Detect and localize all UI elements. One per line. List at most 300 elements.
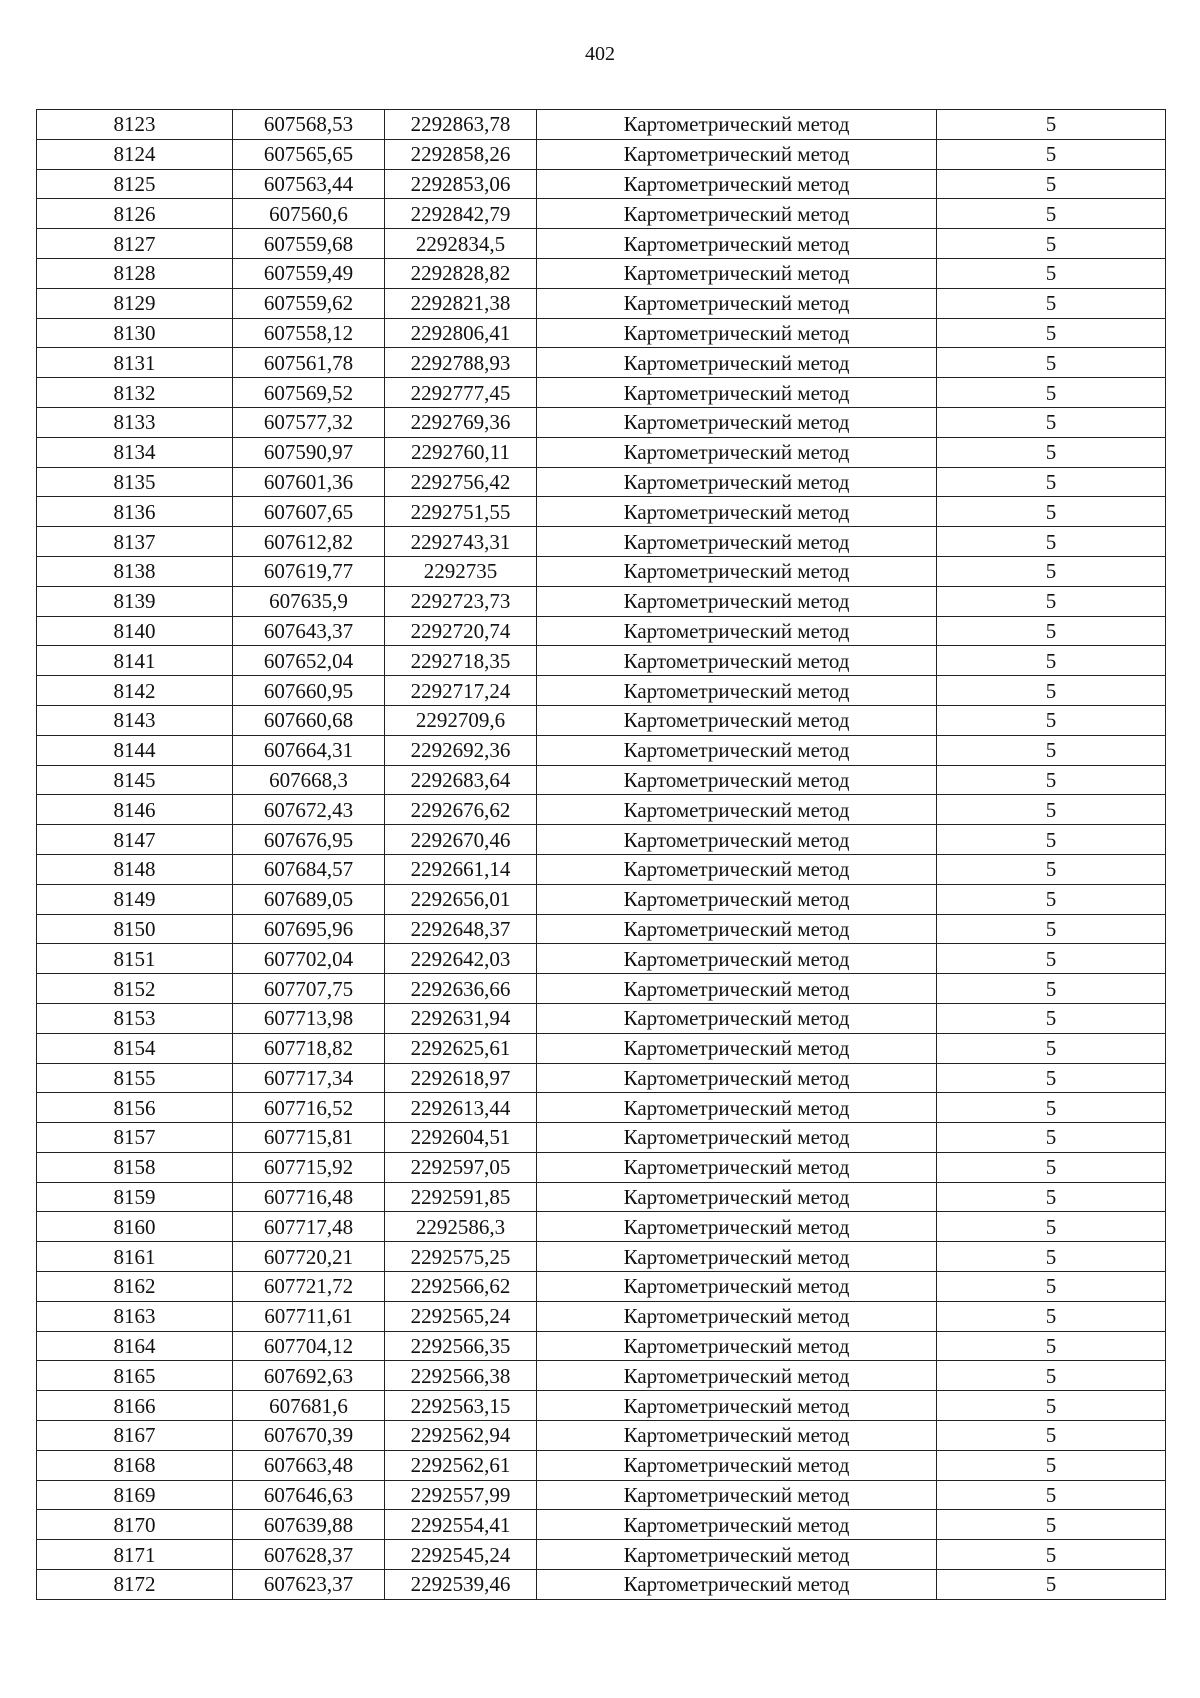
y-coordinate-cell: 2292743,31 (385, 527, 537, 557)
x-coordinate-cell: 607561,78 (233, 348, 385, 378)
y-coordinate-cell: 2292554,41 (385, 1510, 537, 1540)
point-number-cell: 8159 (37, 1182, 233, 1212)
x-coordinate-cell: 607681,6 (233, 1391, 385, 1421)
x-coordinate-cell: 607559,49 (233, 258, 385, 288)
point-number-cell: 8145 (37, 765, 233, 795)
y-coordinate-cell: 2292562,94 (385, 1421, 537, 1451)
x-coordinate-cell: 607652,04 (233, 646, 385, 676)
accuracy-cell: 5 (937, 110, 1166, 140)
method-cell: Картометрический метод (537, 556, 937, 586)
accuracy-cell: 5 (937, 1480, 1166, 1510)
point-number-cell: 8169 (37, 1480, 233, 1510)
x-coordinate-cell: 607715,92 (233, 1152, 385, 1182)
accuracy-cell: 5 (937, 1242, 1166, 1272)
table-row (37, 884, 1166, 914)
accuracy-cell: 5 (937, 556, 1166, 586)
y-coordinate-cell: 2292562,61 (385, 1450, 537, 1480)
y-coordinate-cell: 2292642,03 (385, 944, 537, 974)
method-cell: Картометрический метод (537, 884, 937, 914)
method-cell: Картометрический метод (537, 1063, 937, 1093)
x-coordinate-cell: 607601,36 (233, 467, 385, 497)
method-cell: Картометрический метод (537, 527, 937, 557)
point-number-cell: 8162 (37, 1272, 233, 1302)
y-coordinate-cell: 2292788,93 (385, 348, 537, 378)
point-number-cell: 8129 (37, 288, 233, 318)
y-coordinate-cell: 2292828,82 (385, 258, 537, 288)
table-row (37, 974, 1166, 1004)
x-coordinate-cell: 607635,9 (233, 586, 385, 616)
accuracy-cell: 5 (937, 527, 1166, 557)
accuracy-cell: 5 (937, 1331, 1166, 1361)
table-row (37, 199, 1166, 229)
accuracy-cell: 5 (937, 914, 1166, 944)
method-cell: Картометрический метод (537, 944, 937, 974)
x-coordinate-cell: 607560,6 (233, 199, 385, 229)
point-number-cell: 8125 (37, 169, 233, 199)
y-coordinate-cell: 2292656,01 (385, 884, 537, 914)
x-coordinate-cell: 607590,97 (233, 437, 385, 467)
method-cell: Картометрический метод (537, 825, 937, 855)
method-cell: Картометрический метод (537, 288, 937, 318)
table-row (37, 914, 1166, 944)
y-coordinate-cell: 2292806,41 (385, 318, 537, 348)
y-coordinate-cell: 2292751,55 (385, 497, 537, 527)
x-coordinate-cell: 607623,37 (233, 1570, 385, 1600)
method-cell: Картометрический метод (537, 497, 937, 527)
y-coordinate-cell: 2292858,26 (385, 139, 537, 169)
accuracy-cell: 5 (937, 1152, 1166, 1182)
accuracy-cell: 5 (937, 1123, 1166, 1153)
method-cell: Картометрический метод (537, 1391, 937, 1421)
point-number-cell: 8126 (37, 199, 233, 229)
x-coordinate-cell: 607717,34 (233, 1063, 385, 1093)
accuracy-cell: 5 (937, 229, 1166, 259)
point-number-cell: 8137 (37, 527, 233, 557)
point-number-cell: 8168 (37, 1450, 233, 1480)
y-coordinate-cell: 2292756,42 (385, 467, 537, 497)
point-number-cell: 8141 (37, 646, 233, 676)
table-row (37, 527, 1166, 557)
x-coordinate-cell: 607565,65 (233, 139, 385, 169)
table-row (37, 1391, 1166, 1421)
x-coordinate-cell: 607672,43 (233, 795, 385, 825)
accuracy-cell: 5 (937, 348, 1166, 378)
x-coordinate-cell: 607628,37 (233, 1540, 385, 1570)
point-number-cell: 8128 (37, 258, 233, 288)
x-coordinate-cell: 607664,31 (233, 735, 385, 765)
table-row (37, 378, 1166, 408)
accuracy-cell: 5 (937, 676, 1166, 706)
x-coordinate-cell: 607643,37 (233, 616, 385, 646)
x-coordinate-cell: 607607,65 (233, 497, 385, 527)
table-row (37, 616, 1166, 646)
x-coordinate-cell: 607569,52 (233, 378, 385, 408)
point-number-cell: 8154 (37, 1033, 233, 1063)
x-coordinate-cell: 607702,04 (233, 944, 385, 974)
method-cell: Картометрический метод (537, 795, 937, 825)
accuracy-cell: 5 (937, 1063, 1166, 1093)
x-coordinate-cell: 607639,88 (233, 1510, 385, 1540)
y-coordinate-cell: 2292723,73 (385, 586, 537, 616)
coordinates-table (36, 109, 1166, 1600)
x-coordinate-cell: 607612,82 (233, 527, 385, 557)
x-coordinate-cell: 607559,62 (233, 288, 385, 318)
method-cell: Картометрический метод (537, 199, 937, 229)
y-coordinate-cell: 2292604,51 (385, 1123, 537, 1153)
table-row (37, 169, 1166, 199)
page-number: 402 (585, 43, 615, 65)
point-number-cell: 8160 (37, 1212, 233, 1242)
x-coordinate-cell: 607707,75 (233, 974, 385, 1004)
y-coordinate-cell: 2292539,46 (385, 1570, 537, 1600)
method-cell: Картометрический метод (537, 258, 937, 288)
y-coordinate-cell: 2292853,06 (385, 169, 537, 199)
y-coordinate-cell: 2292720,74 (385, 616, 537, 646)
accuracy-cell: 5 (937, 1033, 1166, 1063)
x-coordinate-cell: 607713,98 (233, 1003, 385, 1033)
accuracy-cell: 5 (937, 1450, 1166, 1480)
table-row (37, 1301, 1166, 1331)
y-coordinate-cell: 2292545,24 (385, 1540, 537, 1570)
method-cell: Картометрический метод (537, 1182, 937, 1212)
table-row (37, 735, 1166, 765)
y-coordinate-cell: 2292670,46 (385, 825, 537, 855)
table-row (37, 1182, 1166, 1212)
y-coordinate-cell: 2292586,3 (385, 1212, 537, 1242)
method-cell: Картометрический метод (537, 676, 937, 706)
x-coordinate-cell: 607660,68 (233, 705, 385, 735)
x-coordinate-cell: 607568,53 (233, 110, 385, 140)
accuracy-cell: 5 (937, 795, 1166, 825)
accuracy-cell: 5 (937, 497, 1166, 527)
method-cell: Картометрический метод (537, 1003, 937, 1033)
point-number-cell: 8161 (37, 1242, 233, 1272)
x-coordinate-cell: 607721,72 (233, 1272, 385, 1302)
accuracy-cell: 5 (937, 1093, 1166, 1123)
table-row (37, 229, 1166, 259)
point-number-cell: 8139 (37, 586, 233, 616)
method-cell: Картометрический метод (537, 1540, 937, 1570)
method-cell: Картометрический метод (537, 318, 937, 348)
accuracy-cell: 5 (937, 139, 1166, 169)
x-coordinate-cell: 607695,96 (233, 914, 385, 944)
point-number-cell: 8156 (37, 1093, 233, 1123)
point-number-cell: 8164 (37, 1331, 233, 1361)
y-coordinate-cell: 2292597,05 (385, 1152, 537, 1182)
y-coordinate-cell: 2292735 (385, 556, 537, 586)
table-row (37, 288, 1166, 318)
table-row (37, 1033, 1166, 1063)
accuracy-cell: 5 (937, 1540, 1166, 1570)
table-row (37, 1510, 1166, 1540)
point-number-cell: 8124 (37, 139, 233, 169)
y-coordinate-cell: 2292565,24 (385, 1301, 537, 1331)
table-row (37, 1570, 1166, 1600)
x-coordinate-cell: 607717,48 (233, 1212, 385, 1242)
accuracy-cell: 5 (937, 1182, 1166, 1212)
y-coordinate-cell: 2292613,44 (385, 1093, 537, 1123)
point-number-cell: 8149 (37, 884, 233, 914)
point-number-cell: 8142 (37, 676, 233, 706)
point-number-cell: 8130 (37, 318, 233, 348)
table-row (37, 110, 1166, 140)
table-row (37, 765, 1166, 795)
table-row (37, 1003, 1166, 1033)
table-row (37, 1093, 1166, 1123)
x-coordinate-cell: 607668,3 (233, 765, 385, 795)
table-row (37, 318, 1166, 348)
method-cell: Картометрический метод (537, 169, 937, 199)
point-number-cell: 8158 (37, 1152, 233, 1182)
method-cell: Картометрический метод (537, 437, 937, 467)
y-coordinate-cell: 2292676,62 (385, 795, 537, 825)
method-cell: Картометрический метод (537, 1301, 937, 1331)
x-coordinate-cell: 607660,95 (233, 676, 385, 706)
y-coordinate-cell: 2292566,35 (385, 1331, 537, 1361)
table-row (37, 556, 1166, 586)
accuracy-cell: 5 (937, 854, 1166, 884)
x-coordinate-cell: 607563,44 (233, 169, 385, 199)
point-number-cell: 8131 (37, 348, 233, 378)
x-coordinate-cell: 607684,57 (233, 854, 385, 884)
x-coordinate-cell: 607663,48 (233, 1450, 385, 1480)
accuracy-cell: 5 (937, 944, 1166, 974)
table-row (37, 1450, 1166, 1480)
method-cell: Картометрический метод (537, 229, 937, 259)
y-coordinate-cell: 2292618,97 (385, 1063, 537, 1093)
y-coordinate-cell: 2292769,36 (385, 407, 537, 437)
y-coordinate-cell: 2292661,14 (385, 854, 537, 884)
point-number-cell: 8155 (37, 1063, 233, 1093)
method-cell: Картометрический метод (537, 1272, 937, 1302)
table-row (37, 1272, 1166, 1302)
point-number-cell: 8167 (37, 1421, 233, 1451)
point-number-cell: 8166 (37, 1391, 233, 1421)
accuracy-cell: 5 (937, 378, 1166, 408)
y-coordinate-cell: 2292566,38 (385, 1361, 537, 1391)
y-coordinate-cell: 2292648,37 (385, 914, 537, 944)
accuracy-cell: 5 (937, 974, 1166, 1004)
table-row (37, 497, 1166, 527)
table-row (37, 1361, 1166, 1391)
accuracy-cell: 5 (937, 884, 1166, 914)
accuracy-cell: 5 (937, 586, 1166, 616)
table-row (37, 1152, 1166, 1182)
method-cell: Картометрический метод (537, 1212, 937, 1242)
method-cell: Картометрический метод (537, 1152, 937, 1182)
accuracy-cell: 5 (937, 1212, 1166, 1242)
accuracy-cell: 5 (937, 288, 1166, 318)
accuracy-cell: 5 (937, 765, 1166, 795)
accuracy-cell: 5 (937, 467, 1166, 497)
y-coordinate-cell: 2292683,64 (385, 765, 537, 795)
x-coordinate-cell: 607715,81 (233, 1123, 385, 1153)
table-row (37, 437, 1166, 467)
accuracy-cell: 5 (937, 616, 1166, 646)
method-cell: Картометрический метод (537, 854, 937, 884)
x-coordinate-cell: 607704,12 (233, 1331, 385, 1361)
method-cell: Картометрический метод (537, 110, 937, 140)
point-number-cell: 8134 (37, 437, 233, 467)
point-number-cell: 8157 (37, 1123, 233, 1153)
point-number-cell: 8153 (37, 1003, 233, 1033)
table-row (37, 944, 1166, 974)
method-cell: Картометрический метод (537, 1242, 937, 1272)
y-coordinate-cell: 2292631,94 (385, 1003, 537, 1033)
method-cell: Картометрический метод (537, 1033, 937, 1063)
table-row (37, 1063, 1166, 1093)
method-cell: Картометрический метод (537, 616, 937, 646)
point-number-cell: 8165 (37, 1361, 233, 1391)
table-row (37, 1123, 1166, 1153)
method-cell: Картометрический метод (537, 467, 937, 497)
y-coordinate-cell: 2292717,24 (385, 676, 537, 706)
x-coordinate-cell: 607670,39 (233, 1421, 385, 1451)
table-row (37, 1331, 1166, 1361)
point-number-cell: 8172 (37, 1570, 233, 1600)
point-number-cell: 8135 (37, 467, 233, 497)
point-number-cell: 8163 (37, 1301, 233, 1331)
accuracy-cell: 5 (937, 407, 1166, 437)
method-cell: Картометрический метод (537, 1361, 937, 1391)
y-coordinate-cell: 2292863,78 (385, 110, 537, 140)
y-coordinate-cell: 2292834,5 (385, 229, 537, 259)
point-number-cell: 8171 (37, 1540, 233, 1570)
method-cell: Картометрический метод (537, 139, 937, 169)
x-coordinate-cell: 607720,21 (233, 1242, 385, 1272)
y-coordinate-cell: 2292821,38 (385, 288, 537, 318)
table-row (37, 825, 1166, 855)
table-row (37, 705, 1166, 735)
point-number-cell: 8147 (37, 825, 233, 855)
table-row (37, 139, 1166, 169)
method-cell: Картометрический метод (537, 735, 937, 765)
x-coordinate-cell: 607619,77 (233, 556, 385, 586)
table-row (37, 1540, 1166, 1570)
y-coordinate-cell: 2292842,79 (385, 199, 537, 229)
method-cell: Картометрический метод (537, 1480, 937, 1510)
table-row (37, 795, 1166, 825)
table-row (37, 1242, 1166, 1272)
table-row (37, 676, 1166, 706)
accuracy-cell: 5 (937, 1361, 1166, 1391)
accuracy-cell: 5 (937, 169, 1166, 199)
x-coordinate-cell: 607711,61 (233, 1301, 385, 1331)
method-cell: Картометрический метод (537, 378, 937, 408)
point-number-cell: 8151 (37, 944, 233, 974)
method-cell: Картометрический метод (537, 1093, 937, 1123)
x-coordinate-cell: 607577,32 (233, 407, 385, 437)
x-coordinate-cell: 607692,63 (233, 1361, 385, 1391)
table-row (37, 1212, 1166, 1242)
y-coordinate-cell: 2292777,45 (385, 378, 537, 408)
method-cell: Картометрический метод (537, 705, 937, 735)
method-cell: Картометрический метод (537, 974, 937, 1004)
accuracy-cell: 5 (937, 1301, 1166, 1331)
method-cell: Картометрический метод (537, 1331, 937, 1361)
point-number-cell: 8132 (37, 378, 233, 408)
accuracy-cell: 5 (937, 1421, 1166, 1451)
point-number-cell: 8133 (37, 407, 233, 437)
y-coordinate-cell: 2292575,25 (385, 1242, 537, 1272)
y-coordinate-cell: 2292591,85 (385, 1182, 537, 1212)
method-cell: Картометрический метод (537, 765, 937, 795)
point-number-cell: 8140 (37, 616, 233, 646)
method-cell: Картометрический метод (537, 1123, 937, 1153)
method-cell: Картометрический метод (537, 1570, 937, 1600)
point-number-cell: 8138 (37, 556, 233, 586)
accuracy-cell: 5 (937, 1510, 1166, 1540)
method-cell: Картометрический метод (537, 1421, 937, 1451)
accuracy-cell: 5 (937, 705, 1166, 735)
x-coordinate-cell: 607646,63 (233, 1480, 385, 1510)
x-coordinate-cell: 607718,82 (233, 1033, 385, 1063)
accuracy-cell: 5 (937, 258, 1166, 288)
accuracy-cell: 5 (937, 318, 1166, 348)
method-cell: Картометрический метод (537, 646, 937, 676)
table-row (37, 646, 1166, 676)
accuracy-cell: 5 (937, 437, 1166, 467)
table-row (37, 854, 1166, 884)
y-coordinate-cell: 2292636,66 (385, 974, 537, 1004)
point-number-cell: 8144 (37, 735, 233, 765)
y-coordinate-cell: 2292760,11 (385, 437, 537, 467)
table-row (37, 258, 1166, 288)
method-cell: Картометрический метод (537, 348, 937, 378)
method-cell: Картометрический метод (537, 407, 937, 437)
y-coordinate-cell: 2292566,62 (385, 1272, 537, 1302)
point-number-cell: 8123 (37, 110, 233, 140)
table-row (37, 1421, 1166, 1451)
point-number-cell: 8148 (37, 854, 233, 884)
y-coordinate-cell: 2292563,15 (385, 1391, 537, 1421)
y-coordinate-cell: 2292709,6 (385, 705, 537, 735)
table-row (37, 407, 1166, 437)
coordinates-table-body (37, 110, 1166, 1600)
accuracy-cell: 5 (937, 1003, 1166, 1033)
method-cell: Картометрический метод (537, 1510, 937, 1540)
point-number-cell: 8146 (37, 795, 233, 825)
accuracy-cell: 5 (937, 1272, 1166, 1302)
method-cell: Картометрический метод (537, 914, 937, 944)
table-row (37, 1480, 1166, 1510)
accuracy-cell: 5 (937, 1391, 1166, 1421)
x-coordinate-cell: 607676,95 (233, 825, 385, 855)
y-coordinate-cell: 2292692,36 (385, 735, 537, 765)
point-number-cell: 8170 (37, 1510, 233, 1540)
x-coordinate-cell: 607559,68 (233, 229, 385, 259)
y-coordinate-cell: 2292718,35 (385, 646, 537, 676)
y-coordinate-cell: 2292557,99 (385, 1480, 537, 1510)
point-number-cell: 8150 (37, 914, 233, 944)
accuracy-cell: 5 (937, 825, 1166, 855)
accuracy-cell: 5 (937, 646, 1166, 676)
table-row (37, 586, 1166, 616)
table-row (37, 348, 1166, 378)
point-number-cell: 8127 (37, 229, 233, 259)
x-coordinate-cell: 607716,48 (233, 1182, 385, 1212)
point-number-cell: 8152 (37, 974, 233, 1004)
point-number-cell: 8143 (37, 705, 233, 735)
point-number-cell: 8136 (37, 497, 233, 527)
table-row (37, 467, 1166, 497)
x-coordinate-cell: 607558,12 (233, 318, 385, 348)
y-coordinate-cell: 2292625,61 (385, 1033, 537, 1063)
accuracy-cell: 5 (937, 199, 1166, 229)
x-coordinate-cell: 607689,05 (233, 884, 385, 914)
x-coordinate-cell: 607716,52 (233, 1093, 385, 1123)
method-cell: Картометрический метод (537, 1450, 937, 1480)
